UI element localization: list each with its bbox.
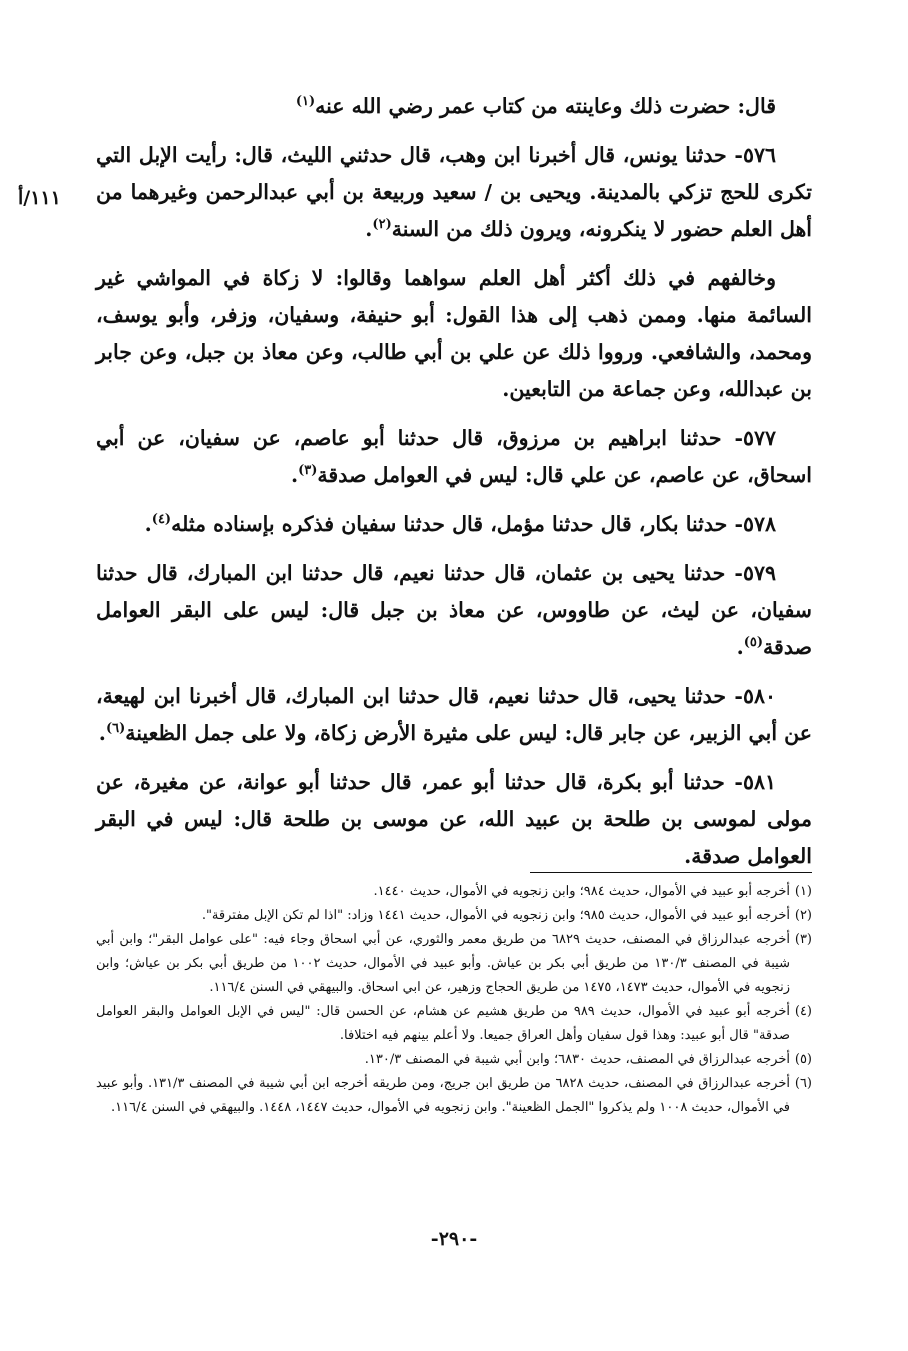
paragraph-tail: .: [736, 635, 744, 659]
page-number: -٢٩٠-: [430, 1228, 478, 1250]
footnote-text: أخرجه أبو عبيد في الأموال، حديث ٩٨٤؛ وابن زنجويه في الأموال، حديث ١٤٤٠.: [373, 884, 790, 899]
footnote-number: (٢): [794, 908, 812, 923]
footnote-ref: (٤): [151, 512, 172, 528]
footnote: [96, 928, 812, 1000]
paragraph: [96, 88, 812, 125]
footnote-number: (٥): [794, 1052, 812, 1067]
footnote: [96, 880, 812, 904]
footnote-separator: [530, 872, 812, 873]
paragraph-text: ٥٧٧- حدثنا ابراهيم بن مرزوق، قال حدثنا أبو عاصم، عن سفيان، عن أبي اسحاق، عن عاصم، عن علي قال: ليس في العوامل صدقة: [96, 426, 812, 487]
main-text: [96, 88, 812, 887]
footnote: [96, 904, 812, 928]
footnote-number: (٤): [794, 1004, 812, 1019]
footnote-text: أخرجه عبدالرزاق في المصنف، حديث ٦٨٢٨ من طريق ابن جريج، ومن طريقه أخرجه ابن أبي شيبة في المصنف ١٣١/٣. وأبو عبيد في الأموال، حديث ١٠٠٨ ولم يذكروا "الجمل الظعينة". وابن زنجويه في الأموال، حديث ١٤٤٧، ١٤٤٨. والبيهقي في السنن ١١٦/٤.: [96, 1076, 790, 1115]
hadith-paragraph: [96, 420, 812, 494]
paragraph-text: ٥٨١- حدثنا أبو بكرة، قال حدثنا أبو عمر، قال حدثنا أبو عوانة، عن مغيرة، عن مولى لموسى بن طلحة بن عبيد الله، عن موسى بن طلحة قال: ليس في البقر العوامل صدقة.: [96, 770, 812, 868]
footnote-number: (٣): [794, 932, 812, 947]
footnote: [96, 1000, 812, 1048]
paragraph-text: ٥٧٨- حدثنا بكار، قال حدثنا مؤمل، قال حدثنا سفيان فذكره بإسناده مثله: [171, 512, 776, 536]
hadith-paragraph: [96, 137, 812, 248]
hadith-paragraph: [96, 678, 812, 752]
paragraph-text: ٥٨٠- حدثنا يحيى، قال حدثنا نعيم، قال حدثنا ابن المبارك، قال أخبرنا ابن لهيعة، عن أبي الزبير، عن جابر قال: ليس على مثيرة الأرض زكاة، ولا على جمل الظعينة: [96, 684, 812, 745]
footnote-ref: (٥): [743, 635, 764, 651]
paragraph-tail: .: [365, 217, 373, 241]
footnote-number: (١): [794, 884, 812, 899]
footnote: [96, 1072, 812, 1120]
footnote-text: أخرجه عبدالرزاق في المصنف، حديث ٦٨٢٩ من طريق معمر والثوري، عن أبي اسحاق وجاء فيه: "على عوامل البقر"؛ وابن أبي شيبة في المصنف ١٣٠/٣ من طريق أبي بكر بن عياش. وأبو عبيد في الأموال، حديث ١٠٠٢ من طريق أبي بكر بن عياش؛ وابن زنجويه في الأموال، حديث ١٤٧٣، ١٤٧٥ من طريق الحجاج وزهير، عن ابي اسحاق. والبيهقي في السنن ١١٦/٤.: [96, 932, 790, 995]
paragraph-tail: .: [98, 721, 106, 745]
manuscript-folio-note: ١١١/أ: [18, 187, 61, 209]
paragraph-text: قال: حضرت ذلك وعاينته من كتاب عمر رضي الله عنه: [315, 94, 776, 118]
footnote-ref: (٦): [105, 721, 126, 737]
footnote-number: (٦): [794, 1076, 812, 1091]
paragraph-tail: .: [144, 512, 152, 536]
footnote-text: أخرجه أبو عبيد في الأموال، حديث ٩٨٩ من طريق هشيم عن هشام، عن الحسن قال: "ليس في الإبل العوامل والبقر العوامل صدقة" قال أبو عبيد: وهذا قول سفيان وأهل العراق جميعا. ولا أعلم بينهم فيه اختلافا.: [96, 1004, 790, 1043]
footnote-ref: (١): [295, 94, 316, 110]
paragraph-text: ٥٧٦- حدثنا يونس، قال أخبرنا ابن وهب، قال حدثني الليث، قال: رأيت الإبل التي تكرى للحج تزكي بالمدينة. ويحيى بن / سعيد وربيعة بن أبي عبدالرحمن وغيرهما من أهل العلم حضور لا ينكرونه، ويرون ذلك من السنة: [96, 143, 812, 241]
paragraph-text: وخالفهم في ذلك أكثر أهل العلم سواهما وقالوا: لا زكاة في المواشي غير السائمة منها. وممن ذهب إلى هذا القول: أبو حنيفة، وسفيان، وزفر، وأبو يوسف، ومحمد، والشافعي. ورووا ذلك عن علي بن أبي طالب، وعن معاذ بن جبل، وعن جابر بن عبدالله، وعن جماعة من التابعين.: [96, 266, 812, 401]
hadith-paragraph: [96, 506, 812, 543]
hadith-paragraph: [96, 555, 812, 666]
footnote-text: أخرجه عبدالرزاق في المصنف، حديث ٦٨٣٠؛ وابن أبي شيبة في المصنف ١٣٠/٣.: [364, 1052, 790, 1067]
hadith-paragraph: [96, 764, 812, 875]
footnote-ref: (٣): [298, 463, 318, 479]
footnote: [96, 1048, 812, 1072]
paragraph: [96, 260, 812, 408]
paragraph-text: ٥٧٩- حدثنا يحيى بن عثمان، قال حدثنا نعيم، قال حدثنا ابن المبارك، قال حدثنا سفيان، عن ليث، عن طاووس، عن معاذ بن جبل قال: ليس على البقر العوامل صدقة: [96, 561, 812, 659]
footnotes: [96, 880, 812, 1120]
footnote-text: أخرجه أبو عبيد في الأموال، حديث ٩٨٥؛ وابن زنجويه في الأموال، حديث ١٤٤١ وزاد: "اذا لم تكن الإبل مفترقة".: [201, 908, 790, 923]
footnote-ref: (٢): [372, 217, 392, 233]
paragraph-tail: .: [290, 463, 299, 487]
